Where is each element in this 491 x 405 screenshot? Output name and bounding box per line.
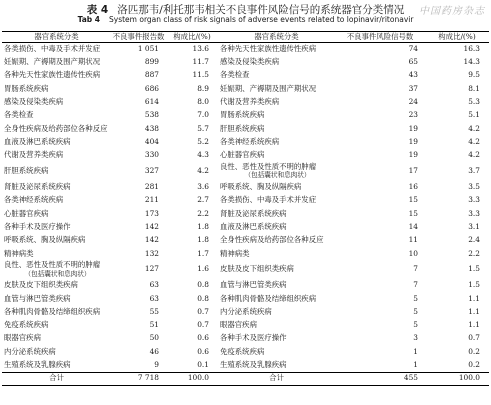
right-category-cell: 呼吸系统、胸及纵隔疾病 [220, 182, 302, 192]
right-percent-cell: 0.2 [468, 346, 480, 356]
right-signals-cell: 65 [408, 57, 418, 67]
right-signals-cell: 19 [408, 123, 418, 133]
left-reports-cell: 127 [144, 264, 159, 274]
left-percent-cell: 2.7 [197, 195, 209, 205]
left-percent-cell: 5.2 [197, 136, 209, 146]
category-name: 良性、恶性及性质不明的肿瘤 [220, 162, 317, 171]
right-category-cell: 各种肌肉骨骼及结缔组织疾病 [220, 293, 317, 303]
table-row [2, 221, 489, 234]
right-percent-cell: 0.7 [468, 333, 480, 343]
left-percent-cell: 3.6 [197, 182, 209, 192]
right-percent-cell: 3.5 [468, 182, 480, 192]
category-name: 良性、恶性及性质不明的肿瘤 [4, 260, 101, 270]
right-signals-cell: 16 [408, 182, 418, 192]
left-category-cell: 感染及侵染类疾病 [4, 97, 64, 107]
left-percent-cell: 0.1 [197, 359, 209, 369]
soc-table [2, 31, 489, 386]
right-signals-cell: 5 [413, 306, 418, 316]
left-percent-cell: 0.8 [197, 280, 209, 290]
left-reports-cell: 51 [149, 320, 159, 330]
right-signals-cell: 7 [413, 264, 418, 274]
right-signals-cell: 15 [408, 195, 418, 205]
left-reports-cell: 404 [144, 136, 159, 146]
right-category-cell: 内分泌系统疾病 [220, 306, 272, 316]
right-category-cell: 各种先天性家族性遗传性疾病 [220, 44, 317, 54]
left-percent-cell: 0.6 [197, 346, 209, 356]
header-left-category: 器官系统分类 [34, 31, 79, 41]
right-category-cell: 血管与淋巴管类疾病 [220, 280, 287, 290]
table-row [2, 359, 489, 372]
table-row [2, 345, 489, 358]
right-percent-cell: 2.4 [468, 235, 480, 245]
right-category-cell: 全身性疾病及给药部位各种反应 [220, 235, 324, 245]
left-category-cell: 妊娠期、产褥期及围产期状况 [4, 57, 101, 67]
left-percent-cell: 4.2 [197, 166, 209, 176]
left-category-cell: 精神病类 [4, 248, 34, 258]
left-category-cell: 全身性疾病及给药部位各种反应 [4, 123, 108, 133]
left-reports-cell: 614 [144, 97, 159, 107]
left-reports-cell: 46 [149, 346, 159, 356]
right-signals-cell: 1 [413, 359, 418, 369]
left-percent-cell: 11.5 [192, 70, 209, 80]
left-reports-cell: 63 [149, 280, 159, 290]
left-category-cell: 肾脏及泌尿系统疾病 [4, 182, 71, 192]
right-signals-cell: 5 [413, 293, 418, 303]
right-category-cell: 心脏器官疾病 [220, 150, 265, 160]
right-category-cell: 代谢及营养类疾病 [220, 97, 280, 107]
left-reports-cell: 438 [144, 123, 159, 133]
right-signals-cell: 37 [408, 83, 418, 93]
right-percent-cell: 1.1 [468, 306, 480, 316]
table-row [2, 82, 489, 95]
right-percent-cell: 1.5 [468, 280, 480, 290]
right-percent-cell: 3.7 [468, 166, 480, 176]
table-row [2, 149, 489, 162]
left-category-cell: 肝胆系统疾病 [4, 166, 49, 176]
left-category-cell: 生殖系统及乳腺疾病 [4, 359, 71, 369]
total-right-label: 合计 [269, 373, 284, 383]
left-category-cell: 内分泌系统疾病 [4, 346, 56, 356]
total-right-percent: 100.0 [458, 373, 480, 383]
left-category-cell: 血液及淋巴系统疾病 [4, 136, 71, 146]
left-percent-cell: 1.7 [197, 248, 209, 258]
table-row [2, 260, 489, 279]
right-signals-cell: 43 [408, 70, 418, 80]
left-percent-cell: 1.8 [197, 221, 209, 231]
table-header-row [2, 32, 489, 43]
table-title-en: System organ class of risk signals of adverse events related to lopinavir/ritonavir [109, 15, 414, 24]
right-category-cell: 各类神经系统疾病 [220, 136, 280, 146]
right-signals-cell: 74 [408, 44, 418, 54]
header-right-category: 器官系统分类 [254, 31, 299, 41]
table-row [2, 279, 489, 292]
right-category-cell: 免疫系统疾病 [220, 346, 265, 356]
right-category-cell [218, 162, 335, 181]
right-percent-cell: 2.2 [468, 248, 480, 258]
right-category-cell: 肾脏及泌尿系统疾病 [220, 208, 287, 218]
table-total-row [2, 372, 489, 385]
right-percent-cell: 3.3 [468, 208, 480, 218]
left-category-cell: 呼吸系统、胸及纵隔疾病 [4, 235, 86, 245]
left-percent-cell: 0.6 [197, 333, 209, 343]
left-reports-cell: 330 [144, 150, 159, 160]
left-percent-cell: 4.3 [197, 150, 209, 160]
right-category-cell: 胃肠系统疾病 [220, 110, 265, 120]
table-row [2, 136, 489, 149]
left-percent-cell: 1.6 [197, 264, 209, 274]
left-category-cell: 免疫系统疾病 [4, 320, 49, 330]
left-percent-cell: 1.8 [197, 235, 209, 245]
table-title-cn: 洛匹那韦/利托那韦相关不良事件风险信号的系统器官分类情况 [117, 4, 405, 16]
right-signals-cell: 17 [408, 166, 418, 176]
total-left-reports: 7 718 [137, 373, 159, 383]
left-category-cell: 各类损伤、中毒及手术并发症 [4, 44, 101, 54]
left-reports-cell: 142 [144, 221, 159, 231]
right-category-cell: 血液及淋巴系统疾病 [220, 221, 287, 231]
left-reports-cell: 142 [144, 235, 159, 245]
left-reports-cell: 50 [149, 333, 159, 343]
right-percent-cell: 9.5 [468, 70, 480, 80]
left-category-cell: 各种肌肉骨骼及结缔组织疾病 [4, 306, 101, 316]
left-category-cell: 胃肠系统疾病 [4, 83, 49, 93]
right-signals-cell: 14 [408, 221, 418, 231]
left-percent-cell: 5.7 [197, 123, 209, 133]
right-category-cell: 各种手术及医疗操作 [220, 333, 287, 343]
left-category-cell: 各类神经系统疾病 [4, 195, 64, 205]
right-percent-cell: 3.1 [468, 221, 480, 231]
table-row [2, 332, 489, 345]
left-percent-cell: 8.9 [197, 83, 209, 93]
left-reports-cell: 538 [144, 110, 159, 120]
right-signals-cell: 24 [408, 97, 418, 107]
left-category-cell [2, 260, 111, 279]
right-category-cell: 眼器官疾病 [220, 320, 257, 330]
table-row [2, 207, 489, 220]
table-row [2, 181, 489, 194]
total-left-label: 合计 [49, 373, 64, 383]
right-category-cell: 皮肤及皮下组织类疾病 [220, 264, 294, 274]
left-category-cell: 皮肤及皮下组织类疾病 [4, 280, 78, 290]
right-signals-cell: 3 [413, 333, 418, 343]
right-signals-cell: 23 [408, 110, 418, 120]
left-reports-cell: 887 [144, 70, 159, 80]
table-row [2, 234, 489, 247]
left-percent-cell: 8.0 [197, 97, 209, 107]
category-name-note: （包括囊状和息肉状） [244, 171, 311, 180]
left-reports-cell: 132 [144, 248, 159, 258]
left-reports-cell: 9 [154, 359, 159, 369]
table-body [2, 43, 489, 373]
right-percent-cell: 5.3 [468, 97, 480, 107]
right-signals-cell: 19 [408, 136, 418, 146]
table-row [2, 122, 489, 135]
table-row [2, 109, 489, 122]
right-percent-cell: 1.1 [468, 293, 480, 303]
right-category-cell: 感染及侵染类疾病 [220, 57, 280, 67]
left-percent-cell: 0.7 [197, 306, 209, 316]
left-percent-cell: 0.8 [197, 293, 209, 303]
table-label-en: Tab 4 [77, 15, 100, 24]
left-category-cell: 各种手术及医疗操作 [4, 221, 71, 231]
header-right-signals: 不良事件风险信号数 [346, 31, 414, 41]
total-left-percent: 100.0 [187, 373, 209, 383]
left-reports-cell: 211 [144, 195, 159, 205]
table-row [2, 319, 489, 332]
right-signals-cell: 11 [408, 235, 418, 245]
right-percent-cell: 1.1 [468, 320, 480, 330]
table-row [2, 69, 489, 82]
right-percent-cell: 8.1 [468, 83, 480, 93]
table-row [2, 43, 489, 56]
left-percent-cell: 11.7 [192, 57, 209, 67]
right-percent-cell: 5.1 [468, 110, 480, 120]
left-reports-cell: 55 [149, 306, 159, 316]
right-category-cell: 各类检查 [220, 70, 250, 80]
table-row [2, 162, 489, 181]
left-reports-cell: 1 051 [137, 44, 159, 54]
left-reports-cell: 281 [144, 182, 159, 192]
table-row [2, 96, 489, 109]
left-reports-cell: 63 [149, 293, 159, 303]
right-signals-cell: 15 [408, 208, 418, 218]
right-signals-cell: 10 [408, 248, 418, 258]
right-percent-cell: 14.3 [463, 57, 480, 67]
right-signals-cell: 1 [413, 346, 418, 356]
left-reports-cell: 327 [144, 166, 159, 176]
right-signals-cell: 5 [413, 320, 418, 330]
right-category-cell: 精神病类 [220, 248, 250, 258]
right-category-cell: 肝胆系统疾病 [220, 123, 265, 133]
right-percent-cell: 3.3 [468, 195, 480, 205]
left-percent-cell: 7.0 [197, 110, 209, 120]
header-right-percent: 构成比/(%) [438, 31, 476, 41]
right-percent-cell: 4.2 [468, 123, 480, 133]
table-label-cn: 表 4 [86, 4, 109, 16]
right-category-cell: 妊娠期、产褥期及围产期状况 [220, 83, 317, 93]
left-percent-cell: 0.7 [197, 320, 209, 330]
table-row [2, 56, 489, 69]
header-left-percent: 构成比/(%) [173, 31, 211, 41]
table-caption-en [0, 15, 491, 24]
left-category-cell: 代谢及营养类疾病 [4, 150, 64, 160]
table-row [2, 194, 489, 207]
left-reports-cell: 173 [144, 208, 159, 218]
left-category-cell: 各种先天性家族性遗传性疾病 [4, 70, 101, 80]
left-reports-cell: 686 [144, 83, 159, 93]
left-percent-cell: 13.6 [192, 44, 209, 54]
left-category-cell: 眼器官疾病 [4, 333, 41, 343]
left-category-cell: 血管与淋巴管类疾病 [4, 293, 71, 303]
left-category-cell: 各类检查 [4, 110, 34, 120]
journal-watermark: 中国药房杂志 [419, 6, 485, 17]
right-percent-cell: 16.3 [463, 44, 480, 54]
right-signals-cell: 19 [408, 150, 418, 160]
header-left-reports: 不良事件报告数 [112, 31, 165, 41]
right-percent-cell: 0.2 [468, 359, 480, 369]
right-percent-cell: 4.2 [468, 150, 480, 160]
right-percent-cell: 1.5 [468, 264, 480, 274]
right-percent-cell: 4.2 [468, 136, 480, 146]
right-category-cell: 生殖系统及乳腺疾病 [220, 359, 287, 369]
total-right-signals: 455 [403, 373, 418, 383]
table-row [2, 306, 489, 319]
left-category-cell: 心脏器官疾病 [4, 208, 49, 218]
category-name-note: （包括囊状和息肉状） [24, 269, 91, 278]
left-reports-cell: 899 [144, 57, 159, 67]
left-percent-cell: 2.2 [197, 208, 209, 218]
table-row [2, 292, 489, 305]
right-category-cell: 各类损伤、中毒及手术并发症 [220, 195, 317, 205]
right-signals-cell: 7 [413, 280, 418, 290]
table-row [2, 247, 489, 260]
